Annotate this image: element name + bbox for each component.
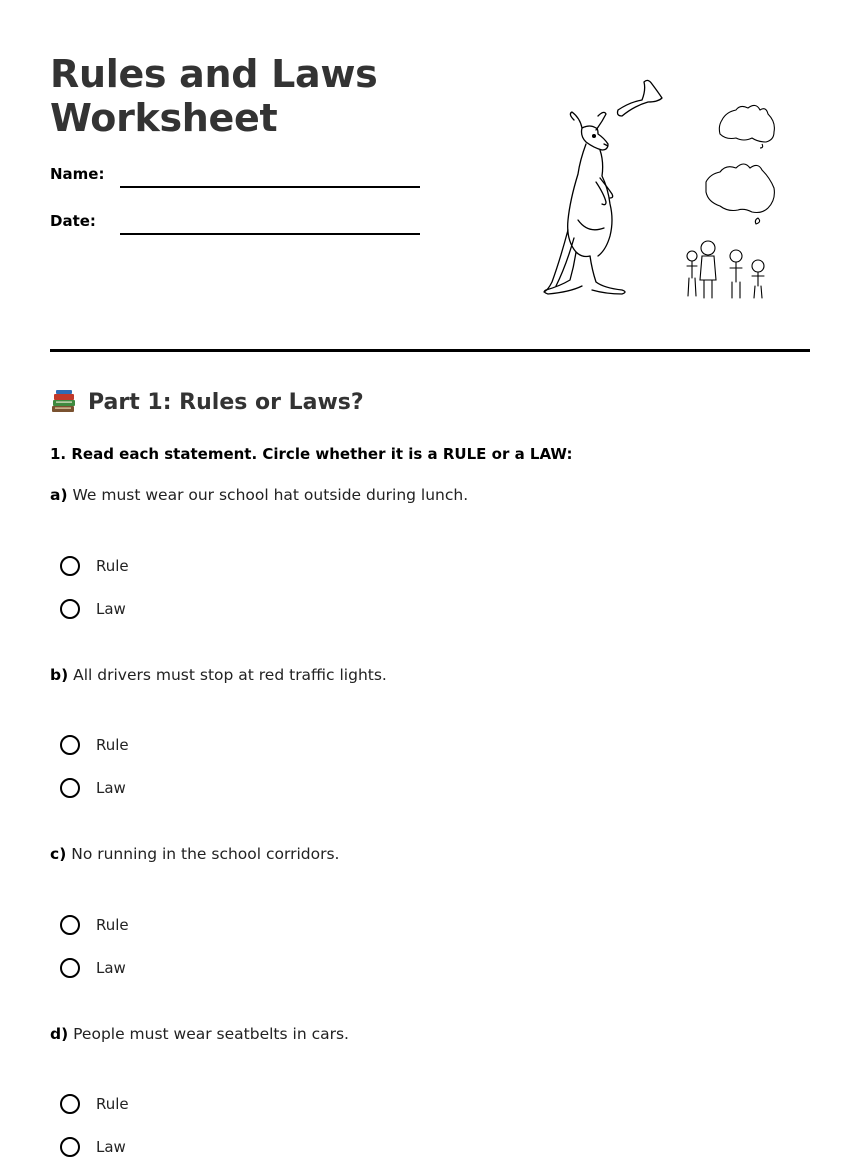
question-text: We must wear our school hat outside during lunch. (72, 486, 469, 504)
question-a (50, 486, 468, 504)
question-letter: b) (50, 666, 69, 684)
part1-instruction: 1. Read each statement. Circle whether it is a RULE or a LAW: (50, 445, 573, 463)
question-text: People must wear seatbelts in cars. (73, 1025, 349, 1043)
boomerang-icon (618, 80, 663, 116)
part1-heading (50, 388, 364, 416)
radio-circle-icon[interactable] (60, 556, 80, 576)
radio-circle-icon[interactable] (60, 1094, 80, 1114)
question-c-option-law[interactable] (60, 955, 126, 981)
question-c (50, 845, 340, 863)
children-group-icon (687, 241, 764, 298)
question-a-option-law[interactable] (60, 596, 126, 622)
option-label: Rule (96, 736, 129, 754)
books-icon (50, 388, 78, 416)
name-field[interactable] (120, 186, 420, 188)
kangaroo-icon (544, 112, 625, 294)
option-label: Rule (96, 916, 129, 934)
question-text: All drivers must stop at red traffic lights. (73, 666, 387, 684)
radio-circle-icon[interactable] (60, 915, 80, 935)
part1-heading-text: Part 1: Rules or Laws? (88, 389, 364, 415)
title-line-1: Rules and Laws (50, 52, 378, 96)
radio-circle-icon[interactable] (60, 599, 80, 619)
option-label: Rule (96, 1095, 129, 1113)
question-d (50, 1025, 349, 1043)
date-field[interactable] (120, 233, 420, 235)
question-text: No running in the school corridors. (71, 845, 340, 863)
question-d-option-rule[interactable] (60, 1091, 129, 1117)
header-illustration (530, 70, 790, 305)
option-label: Rule (96, 557, 129, 575)
question-a-option-rule[interactable] (60, 553, 129, 579)
name-label: Name: (50, 165, 105, 183)
radio-circle-icon[interactable] (60, 1137, 80, 1157)
radio-circle-icon[interactable] (60, 958, 80, 978)
worksheet-title (50, 52, 430, 140)
question-b-option-law[interactable] (60, 775, 126, 801)
australia-map-icon (706, 105, 774, 224)
title-line-2: Worksheet (50, 96, 278, 140)
date-label: Date: (50, 212, 96, 230)
question-b (50, 666, 387, 684)
option-label: Law (96, 959, 126, 977)
question-b-option-rule[interactable] (60, 732, 129, 758)
question-letter: a) (50, 486, 68, 504)
question-d-option-law[interactable] (60, 1134, 126, 1160)
question-letter: d) (50, 1025, 69, 1043)
question-letter: c) (50, 845, 67, 863)
header-divider (50, 349, 810, 352)
option-label: Law (96, 600, 126, 618)
option-label: Law (96, 1138, 126, 1156)
question-c-option-rule[interactable] (60, 912, 129, 938)
option-label: Law (96, 779, 126, 797)
radio-circle-icon[interactable] (60, 778, 80, 798)
radio-circle-icon[interactable] (60, 735, 80, 755)
